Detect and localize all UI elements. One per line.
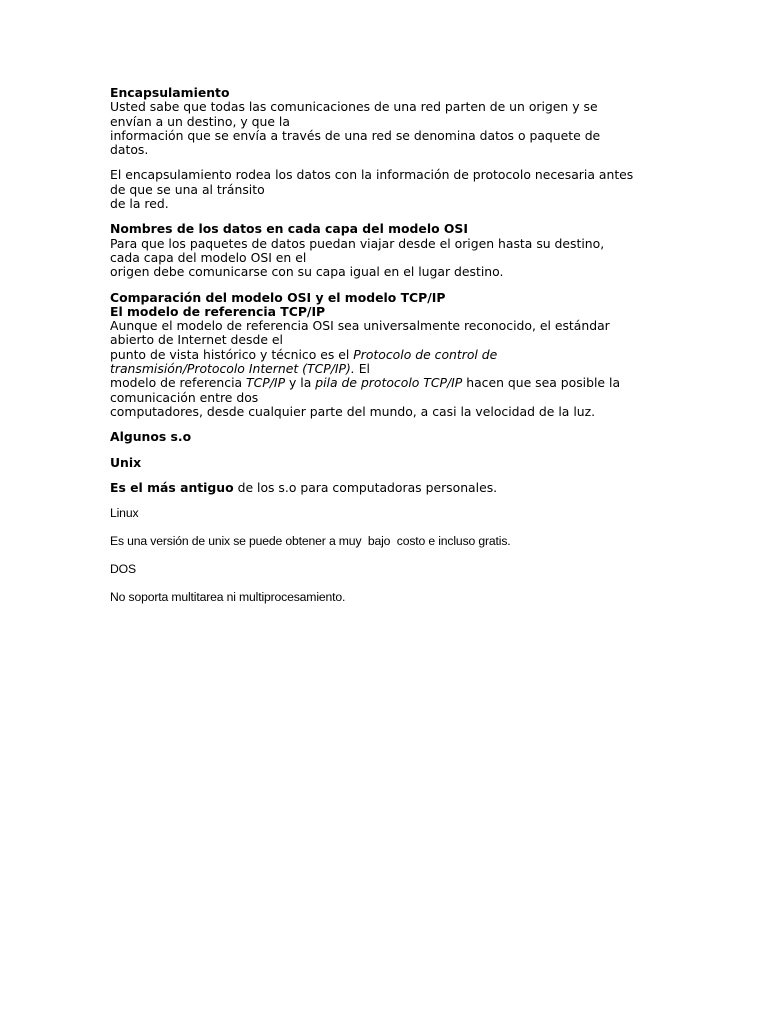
text-line: Aunque el modelo de referencia OSI sea universalmente reconocido, el estándar [110, 318, 610, 334]
text-line: de la red. [110, 196, 169, 212]
subheading-modelo-tcpip: El modelo de referencia TCP/IP [110, 303, 326, 319]
linux-description [110, 534, 666, 548]
dos-description [110, 590, 666, 604]
text-line: cada capa del modelo OSI en el [110, 249, 307, 265]
text-line: Usted sabe que todas las comunicaciones de una red parten de un origen y se [110, 99, 598, 115]
italic-run: transmisión/Protocolo Internet (TCP/IP). [110, 361, 355, 377]
text-run: hacen que sea posible la [462, 375, 621, 391]
text-run: punto de vista histórico y técnico es el [110, 346, 354, 362]
text-line [110, 376, 666, 390]
italic-run: Protocolo de control de [353, 346, 498, 362]
text-line [110, 348, 666, 362]
text-line: No soporta multitarea ni multiprocesamiento. [110, 590, 346, 605]
unix-description [110, 481, 666, 495]
heading-comparacion: Comparación del modelo OSI y el modelo TCP/IP [110, 289, 446, 305]
heading-encapsulamiento: Encapsulamiento [110, 85, 230, 100]
document-page [110, 86, 666, 618]
bold-run: Es el más antiguo [110, 479, 234, 495]
text-line: envían a un destino, y que la [110, 113, 290, 129]
text-line: Linux [110, 506, 139, 521]
text-run: de los s.o para computadoras personales. [233, 479, 498, 495]
text-line: de que se una al tránsito [110, 181, 265, 197]
text-line: información que se envía a través de una red se denomina datos o paquete de [110, 127, 601, 143]
section-comparacion [110, 291, 666, 420]
section-encap-detail [110, 168, 666, 211]
section-nombres-datos [110, 222, 666, 279]
dos-name [110, 562, 666, 576]
text-line: Para que los paquetes de datos puedan viajar desde el origen hasta su destino, [110, 235, 605, 251]
linux-name [110, 506, 666, 520]
text-run: y la [285, 375, 316, 391]
text-line: El encapsulamiento rodea los datos con la información de protocolo necesaria antes [110, 167, 634, 183]
text-line: computadores, desde cualquier parte del mundo, a casi la velocidad de la luz. [110, 403, 596, 419]
text-line: datos. [110, 142, 149, 158]
italic-run: pila de protocolo TCP/IP [315, 375, 463, 391]
text-line: abierto de Internet desde el [110, 332, 283, 348]
text-line [110, 481, 666, 495]
text-line [110, 362, 666, 376]
text-line: DOS [110, 562, 136, 577]
text-run: El [354, 361, 370, 377]
heading-nombres-datos: Nombres de los datos en cada capa del modelo OSI [110, 221, 468, 237]
section-algunos-so [110, 430, 666, 444]
heading-unix: Unix [110, 454, 142, 470]
text-line: Es una versión de unix se puede obtener a muy bajo costo e incluso gratis. [110, 534, 511, 549]
text-line: origen debe comunicarse con su capa igual en el lugar destino. [110, 264, 504, 280]
heading-algunos-so: Algunos s.o [110, 429, 192, 445]
italic-run: TCP/IP [246, 375, 286, 391]
text-line: comunicación entre dos [110, 389, 259, 405]
section-unix [110, 456, 666, 470]
text-run: modelo de referencia [110, 375, 247, 391]
section-encapsulamiento [110, 86, 666, 157]
